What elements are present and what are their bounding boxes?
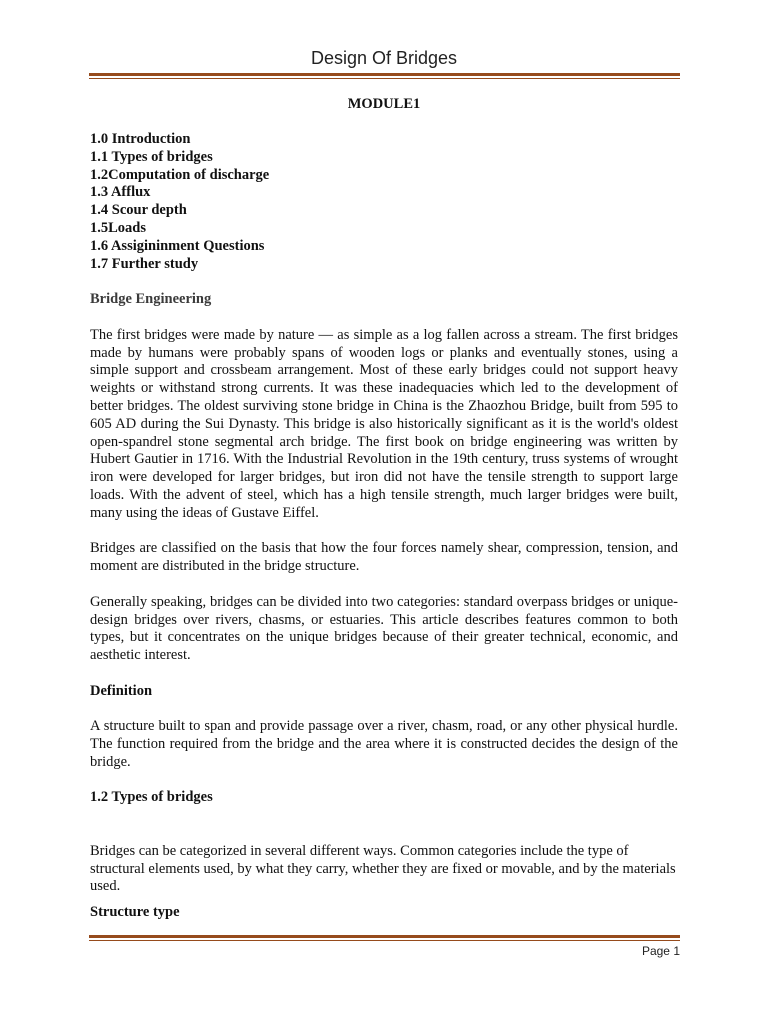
paragraph-definition: A structure built to span and provide passage over a river, chasm, road, or any other physical hurdle. The function required from the bridge and the area where it is constructed decides the design of the bridge. [90,718,678,770]
footer-divider [89,935,680,941]
toc-item: 1.3 Afflux [90,184,151,201]
section-heading-definition: Definition [90,682,153,699]
toc-item: 1.1 Types of bridges [90,148,213,165]
toc-item: 1.5Loads [90,219,147,236]
table-of-contents [90,131,678,273]
paragraph-classification: Bridges are classified on the basis that how the four forces namely shear, compression, tension, and moment are distributed in the bridge structure. [90,540,678,575]
header-divider [89,73,680,79]
section-heading-types-of-bridges: 1.2 Types of bridges [90,789,213,806]
page-number: Page 1 [641,944,680,958]
toc-item: 1.2Computation of discharge [90,166,270,183]
toc-item: 1.7 Further study [90,255,199,272]
paragraph-categories: Generally speaking, bridges can be divided into two categories: standard overpass bridges or unique-design bridges over rivers, chasms, or estuaries. This article describes features common to both types, but it concentrates on the unique bridges because of their greater technical, economic, and aesthetic interest. [90,593,678,664]
section-heading-bridge-engineering: Bridge Engineering [90,291,212,308]
document-body [90,131,678,922]
paragraph-types: Bridges can be categorized in several different ways. Common categories include the type of structural elements used, by what they carry, whether they are fixed or movable, and by the materials used. [90,842,676,895]
paragraph-history: The first bridges were made by nature — as simple as a log fallen across a stream. The first bridges made by humans were probably spans of wooden logs or planks and eventually stones, using a simple support and crossbeam arrangement. Most of these early bridges could not support heavy weights or withstand strong currents. It was these inadequacies which led to the development of better bridges. The oldest surviving stone bridge in China is the Zhaozhou Bridge, built from 595 to 605 AD during the Sui Dynasty. This bridge is also historically significant as it is the world's oldest open-spandrel stone segmental arch bridge. The first book on bridge engineering was written by Hubert Gautier in 1716. With the Industrial Revolution in the 19th century, truss systems of wrought iron were developed for larger bridges, but iron did not have the tensile strength to support large loads. With the advent of steel, which has a high tensile strength, much larger bridges were built, many using the ideas of Gustave Eiffel. [90,326,678,521]
toc-item: 1.4 Scour depth [90,202,187,219]
toc-item: 1.0 Introduction [90,131,191,147]
document-header-title: Design Of Bridges [310,48,458,68]
module-title: MODULE1 [347,96,421,112]
toc-item: 1.6 Assigininment Questions [90,237,265,254]
section-heading-structure-type: Structure type [90,904,180,921]
